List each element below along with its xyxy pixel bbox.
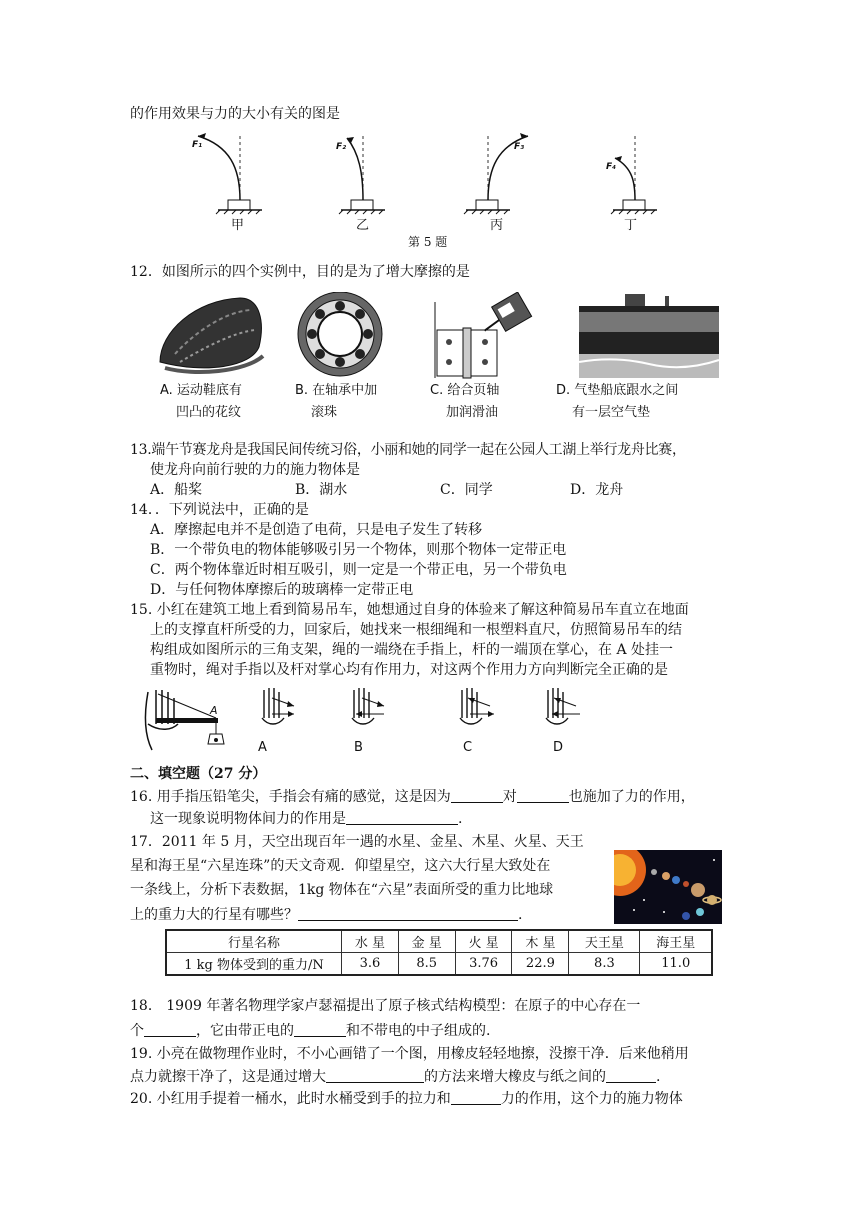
fig5-label-1: 甲 (231, 218, 245, 233)
q12-option-a-line1: A. 运动鞋底有 (160, 383, 242, 398)
q16-line1 (130, 786, 695, 807)
q20-blank-1[interactable] (451, 1088, 501, 1105)
q19-blank-1[interactable] (326, 1066, 424, 1083)
q12-option-d-line2: 有一层空气垫 (572, 405, 651, 420)
hinge-oil-image (435, 292, 532, 378)
table-cell: 1 kg 物体受到的重力/N (166, 953, 342, 976)
table-header-cell: 行星名称 (166, 930, 342, 953)
fig5-panel-4 (611, 136, 657, 214)
intro-line: 的作用效果与力的大小有关的图是 (130, 106, 340, 122)
table-row (166, 953, 712, 976)
q14-option-a: A．摩擦起电并不是创造了电荷，只是电子发生了转移 (150, 522, 483, 538)
q13-option-d: D．龙舟 (570, 482, 624, 498)
q15-option-a-label: A (258, 740, 267, 755)
q18-line2-c: 和不带电的中子组成的. (346, 1023, 491, 1039)
q16-line2-text: 这一现象说明物体间力的作用是 (150, 811, 346, 827)
q12-option-c-line2: 加润滑油 (446, 405, 499, 420)
q12-figures (155, 292, 725, 380)
q16-part1: 16. 用手指压铅笔尖，手指会有痛的感觉，这是因为 (130, 789, 451, 805)
planet-gravity-table (165, 929, 713, 976)
q20-line1 (130, 1088, 683, 1109)
option-c-hand (460, 688, 494, 724)
q12-option-a-line2: 凹凸的花纹 (176, 405, 242, 420)
fig5-force-2: F₂ (336, 142, 347, 152)
q12-text: 12．如图所示的四个实例中，目的是为了增大摩擦的是 (130, 264, 470, 280)
fig5-panel-1 (198, 133, 262, 214)
q13-option-a: A．船桨 (150, 482, 203, 498)
q17-blank[interactable] (298, 904, 518, 921)
q14-option-c: C．两个物体靠近时相互吸引，则一定是一个带正电，另一个带负电 (150, 562, 567, 578)
fig5-label-2: 乙 (356, 218, 370, 233)
q17-line4-end: . (518, 907, 523, 923)
q16-blank-2[interactable] (517, 786, 569, 803)
q20-part2: 力的作用，这个力的施力物体 (500, 1091, 683, 1107)
q16-part2: 对 (502, 789, 517, 805)
option-d-hand (546, 688, 580, 724)
q16-blank-1[interactable] (451, 786, 503, 803)
fig5-label-4: 丁 (624, 218, 638, 233)
q14-text: 14．．下列说法中，正确的是 (130, 502, 309, 518)
q13-option-b: B．湖水 (295, 482, 348, 498)
bearing-image (298, 292, 382, 376)
q15-line4: 重物时，绳对手指以及杆对掌心均有作用力，对这两个作用力方向判断完全正确的是 (150, 662, 668, 678)
q18-line1: 18． 1909 年著名物理学家卢瑟福提出了原子核式结构模型：在原子的中心存在一 (130, 998, 641, 1014)
q12-option-b-line1: B. 在轴承中加 (295, 383, 378, 398)
q17-line1: 17．2011 年 5 月，天空出现百年一遇的水星、金星、木星、火星、天王 (130, 834, 584, 850)
fig5-label-3: 丙 (490, 218, 504, 233)
table-header-cell: 天王星 (569, 930, 640, 953)
q15-option-d-label: D (553, 740, 564, 755)
q20-part1: 20. 小红用手提着一桶水，此时水桶受到手的拉力和 (130, 1091, 451, 1107)
q13-option-c: C．同学 (440, 482, 493, 498)
q17-line4-text: 上的重力大的行星有哪些？ (130, 907, 298, 923)
q17-line3: 一条线上，分析下表数据，1kg 物体在“六星”表面所受的重力比地球 (130, 882, 554, 898)
table-header-cell: 水 星 (342, 930, 399, 953)
q15-line1: 15. 小红在建筑工地上看到简易吊车，她想通过自身的体验来了解这种简易吊车直立在地面 (130, 602, 689, 618)
table-header-cell: 木 星 (512, 930, 569, 953)
table-header-cell: 海王星 (640, 930, 712, 953)
q15-line2: 上的支撑直杆所受的力，回家后，她找来一根细绳和一根塑料直尺，仿照简易吊车的结 (150, 622, 682, 638)
q16-part3: 也施加了力的作用， (568, 789, 695, 805)
hand-triangle-frame (145, 690, 224, 750)
q12-option-d-line1: D. 气垫船底跟水之间 (556, 383, 679, 398)
planets-image (614, 850, 722, 924)
q18-line2 (130, 1020, 490, 1041)
section-2-title: 二、填空题（27 分） (130, 766, 267, 782)
q16-blank-3[interactable] (346, 808, 458, 825)
q16-line2-end: . (458, 811, 463, 827)
table-cell: 3.6 (342, 953, 399, 976)
q17-line4 (130, 904, 522, 925)
q19-line2-b: 的方法来增大橡皮与纸之间的 (424, 1069, 606, 1085)
table-header-row (166, 930, 712, 953)
fig5-force-3: F₃ (514, 142, 525, 152)
q18-blank-1[interactable] (144, 1020, 196, 1037)
q13-line2: 使龙舟向前行驶的力的施力物体是 (150, 462, 360, 478)
table-cell: 8.3 (569, 953, 640, 976)
option-b-hand (352, 688, 384, 724)
table-cell: 22.9 (512, 953, 569, 976)
shoe-sole-image (160, 298, 263, 372)
q14-option-b: B．一个带负电的物体能够吸引另一个物体，则那个物体一定带正电 (150, 542, 567, 558)
q12-option-c-line1: C. 给合页轴 (430, 383, 500, 398)
table-cell: 8.5 (398, 953, 455, 976)
q15-point-a-label: A (210, 704, 218, 717)
q15-option-c-label: C (463, 740, 473, 755)
q17-line2: 星和海王星“六星连珠”的天文奇观．仰望星空，这六大行星大致处在 (130, 858, 551, 874)
q14-option-d: D．与任何物体摩擦后的玻璃棒一定带正电 (150, 582, 414, 598)
q19-line2-c: . (656, 1069, 661, 1085)
fig5-force-1: F₁ (192, 140, 203, 150)
q18-blank-2[interactable] (294, 1020, 346, 1037)
q15-line3: 构组成如图所示的三角支架，绳的一端绕在手指上，杆的一端顶在掌心，在 A 处挂一 (150, 642, 674, 658)
option-a-hand (262, 688, 294, 724)
figure-5 (180, 128, 680, 238)
hovercraft-image (579, 294, 719, 378)
q15-option-b-label: B (354, 740, 363, 755)
q18-line2-a: 个 (130, 1023, 144, 1039)
q16-line2 (150, 808, 462, 829)
q18-line2-b: ，它由带正电的 (196, 1023, 294, 1039)
table-cell: 11.0 (640, 953, 712, 976)
table-header-cell: 火 星 (455, 930, 512, 953)
table-header-cell: 金 星 (398, 930, 455, 953)
q15-figures (130, 684, 610, 754)
q19-line1: 19. 小亮在做物理作业时，不小心画错了一个图，用橡皮轻轻地擦，没擦干净．后来他稍用 (130, 1046, 689, 1062)
fig5-caption: 第 5 题 (408, 235, 448, 249)
q13-line1: 13.端午节赛龙舟是我国民间传统习俗，小丽和她的同学一起在公园人工湖上举行龙舟比赛， (130, 442, 686, 458)
q12-option-b-line2: 滚珠 (311, 405, 338, 420)
fig5-force-4: F₄ (606, 162, 617, 172)
q19-blank-2[interactable] (606, 1066, 656, 1083)
q19-line2 (130, 1066, 660, 1087)
table-cell: 3.76 (455, 953, 512, 976)
q19-line2-a: 点力就擦干净了，这是通过增大 (130, 1069, 326, 1085)
